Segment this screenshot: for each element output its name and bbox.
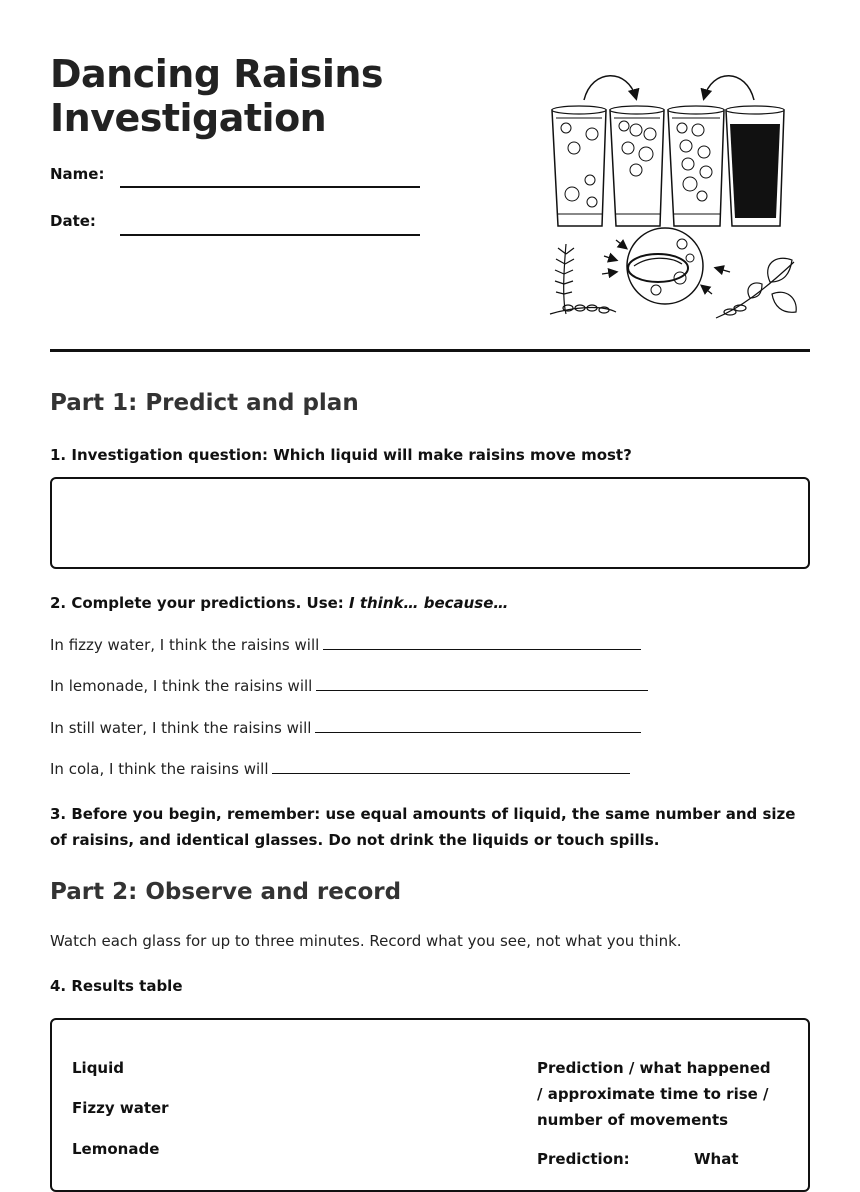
arrow-icon xyxy=(616,240,626,248)
prediction-line xyxy=(50,760,630,778)
name-label: Name: xyxy=(50,165,105,183)
question-2-italic: I think… because… xyxy=(349,594,509,612)
part1-heading: Part 1: Predict and plan xyxy=(50,390,359,416)
part2-heading: Part 2: Observe and record xyxy=(50,879,402,905)
prediction-text: In lemonade, I think the raisins will xyxy=(50,677,313,695)
prediction-text: In cola, I think the raisins will xyxy=(50,760,269,778)
question-4: 4. Results table xyxy=(50,977,183,995)
plant-icon xyxy=(550,244,616,314)
date-label: Date: xyxy=(50,212,96,230)
table-row-label: Fizzy water xyxy=(72,1099,169,1117)
prediction-line xyxy=(50,719,641,737)
title-line-1: Dancing Raisins xyxy=(50,52,384,96)
glass-icon xyxy=(726,106,784,226)
curved-arrow-icon xyxy=(584,76,636,100)
prediction-blank[interactable] xyxy=(315,719,641,733)
question-1: 1. Investigation question: Which liquid will make raisins move most? xyxy=(50,446,632,464)
prediction-blank[interactable] xyxy=(323,636,641,650)
glass-icon xyxy=(668,106,724,226)
glass-icon xyxy=(610,106,664,226)
glasses-raisin-illustration xyxy=(540,68,810,326)
prediction-line xyxy=(50,677,648,695)
arrow-icon xyxy=(716,268,730,272)
arrow-icon xyxy=(604,256,616,260)
instruction-text: Watch each glass for up to three minutes. Record what you see, not what you think. xyxy=(50,932,682,950)
table-subheader: Prediction: xyxy=(537,1150,630,1168)
prediction-blank[interactable] xyxy=(316,677,648,691)
raisin-closeup-icon xyxy=(627,228,703,304)
curved-arrow-icon xyxy=(704,76,754,100)
answer-box[interactable] xyxy=(50,477,810,569)
table-subheader: What xyxy=(694,1150,739,1168)
prediction-blank[interactable] xyxy=(272,760,630,774)
name-field[interactable] xyxy=(120,186,420,188)
glass-icon xyxy=(552,106,606,226)
prediction-text: In fizzy water, I think the raisins will xyxy=(50,636,320,654)
arrow-icon xyxy=(602,272,616,274)
table-row-label: Lemonade xyxy=(72,1140,160,1158)
date-field[interactable] xyxy=(120,234,420,236)
question-3: 3. Before you begin, remember: use equal amounts of liquid, the same number and size of raisins, and identical glasses. Do not drink the liquids or touch spills. xyxy=(50,805,796,849)
prediction-text: In still water, I think the raisins will xyxy=(50,719,312,737)
title-line-2: Investigation xyxy=(50,96,327,140)
table-header-liquid: Liquid xyxy=(72,1059,124,1077)
question-2-text: 2. Complete your predictions. Use: xyxy=(50,594,350,612)
section-divider xyxy=(50,349,810,352)
prediction-line xyxy=(50,636,641,654)
page-title xyxy=(50,52,383,140)
question-2 xyxy=(50,594,508,612)
table-header-prediction: Prediction / what happened / approximate time to rise / number of movements xyxy=(537,1059,771,1129)
plant-icon xyxy=(716,258,796,318)
arrow-icon xyxy=(702,286,712,294)
